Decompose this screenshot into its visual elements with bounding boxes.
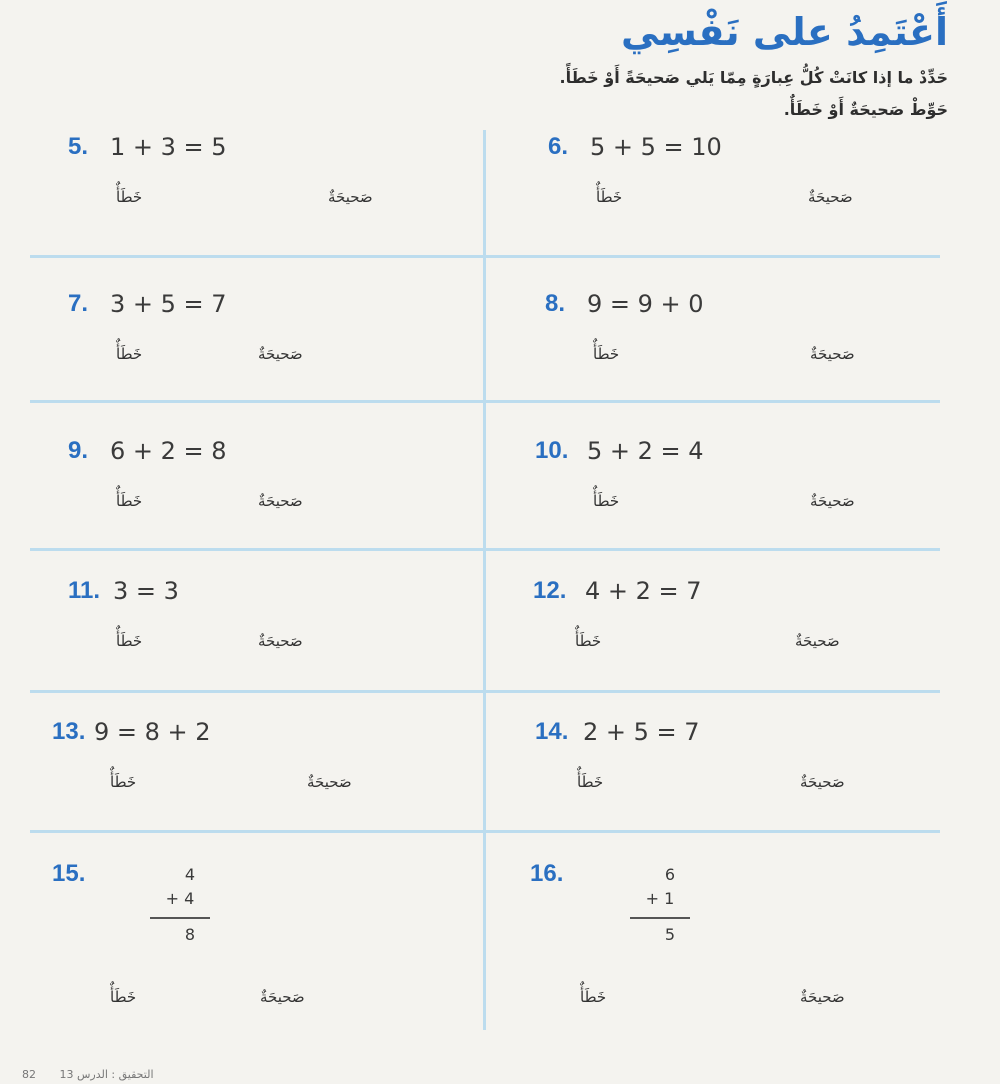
- exercise-14: [535, 718, 975, 858]
- true-option[interactable]: صَحيحَةٌ: [800, 988, 845, 1006]
- exercise-15: [52, 860, 492, 1040]
- exercise-number: 16.: [530, 860, 564, 887]
- false-option[interactable]: خَطَأٌ: [110, 773, 137, 791]
- page-footer: [22, 1068, 174, 1081]
- exercise-number: 9.: [68, 437, 89, 464]
- false-option[interactable]: خَطَأٌ: [116, 188, 143, 206]
- exercise-13: [52, 718, 492, 858]
- false-option[interactable]: خَطَأٌ: [580, 988, 607, 1006]
- exercise-number: 8.: [545, 290, 566, 317]
- true-option[interactable]: صَحيحَةٌ: [808, 188, 853, 206]
- true-option[interactable]: صَحيحَةٌ: [258, 632, 303, 650]
- exercise-10: [535, 437, 975, 577]
- exercise-number: 10.: [535, 437, 569, 464]
- false-option[interactable]: خَطَأٌ: [577, 773, 604, 791]
- exercise-number: 12.: [533, 577, 567, 604]
- false-option[interactable]: خَطَأٌ: [593, 345, 620, 363]
- false-option[interactable]: خَطَأٌ: [116, 632, 143, 650]
- false-option[interactable]: خَطَأٌ: [116, 492, 143, 510]
- exercise-number: 11.: [68, 577, 101, 604]
- equation: 3 + 5 = 7: [110, 290, 227, 318]
- exercise-number: 6.: [548, 133, 569, 160]
- equation: 4 + 2 = 7: [585, 577, 702, 605]
- exercise-number: 5.: [68, 133, 89, 160]
- true-option[interactable]: صَحيحَةٌ: [810, 492, 855, 510]
- true-option[interactable]: صَحيحَةٌ: [810, 345, 855, 363]
- instruction-line-2: حَوِّطْ صَحيحَةٌ أَوْ خَطَأٌ.: [783, 100, 948, 119]
- vertical-addition: [150, 865, 210, 949]
- false-option[interactable]: خَطَأٌ: [593, 492, 620, 510]
- sum: 5: [664, 925, 676, 944]
- addend-bottom: + 4: [150, 889, 210, 919]
- true-option[interactable]: صَحيحَةٌ: [800, 773, 845, 791]
- false-option[interactable]: خَطَأٌ: [575, 632, 602, 650]
- equation: 5 + 2 = 4: [587, 437, 704, 465]
- equation: 9 = 9 + 0: [587, 290, 704, 318]
- exercise-number: 15.: [52, 860, 86, 887]
- exercise-7: [68, 290, 508, 430]
- equation: 3 = 3: [113, 577, 179, 605]
- exercise-9: [68, 437, 508, 577]
- instruction-line-1: حَدِّدْ ما إذا كانَتْ كُلُّ عِبارَةٍ مِمّا يَلي صَحيحَةً أَوْ خَطَأً.: [559, 68, 948, 87]
- vertical-addition: [630, 865, 690, 949]
- page-title: أَعْتَمِدُ على نَفْسِي: [620, 10, 948, 54]
- exercise-number: 13.: [52, 718, 86, 745]
- true-option[interactable]: صَحيحَةٌ: [258, 345, 303, 363]
- sum: 8: [184, 925, 196, 944]
- equation: 9 = 8 + 2: [94, 718, 211, 746]
- exercise-12: [533, 577, 973, 717]
- exercise-number: 14.: [535, 718, 569, 745]
- equation: 5 + 5 = 10: [590, 133, 722, 161]
- lesson-label: التحقيق : الدرس 13: [59, 1068, 154, 1081]
- addend-top: 6: [664, 865, 676, 884]
- addend-bottom: + 1: [630, 889, 690, 919]
- false-option[interactable]: خَطَأٌ: [116, 345, 143, 363]
- equation: 1 + 3 = 5: [110, 133, 227, 161]
- exercise-6: [548, 133, 988, 273]
- page-number: 82: [22, 1068, 36, 1081]
- true-option[interactable]: صَحيحَةٌ: [307, 773, 352, 791]
- true-option[interactable]: صَحيحَةٌ: [795, 632, 840, 650]
- false-option[interactable]: خَطَأٌ: [110, 988, 137, 1006]
- true-option[interactable]: صَحيحَةٌ: [328, 188, 373, 206]
- exercise-number: 7.: [68, 290, 89, 317]
- equation: 2 + 5 = 7: [583, 718, 700, 746]
- exercise-16: [530, 860, 970, 1040]
- false-option[interactable]: خَطَأٌ: [596, 188, 623, 206]
- true-option[interactable]: صَحيحَةٌ: [258, 492, 303, 510]
- true-option[interactable]: صَحيحَةٌ: [260, 988, 305, 1006]
- exercise-11: [68, 577, 508, 717]
- equation: 6 + 2 = 8: [110, 437, 227, 465]
- exercise-8: [545, 290, 985, 430]
- addend-top: 4: [184, 865, 196, 884]
- exercise-5: [68, 133, 508, 273]
